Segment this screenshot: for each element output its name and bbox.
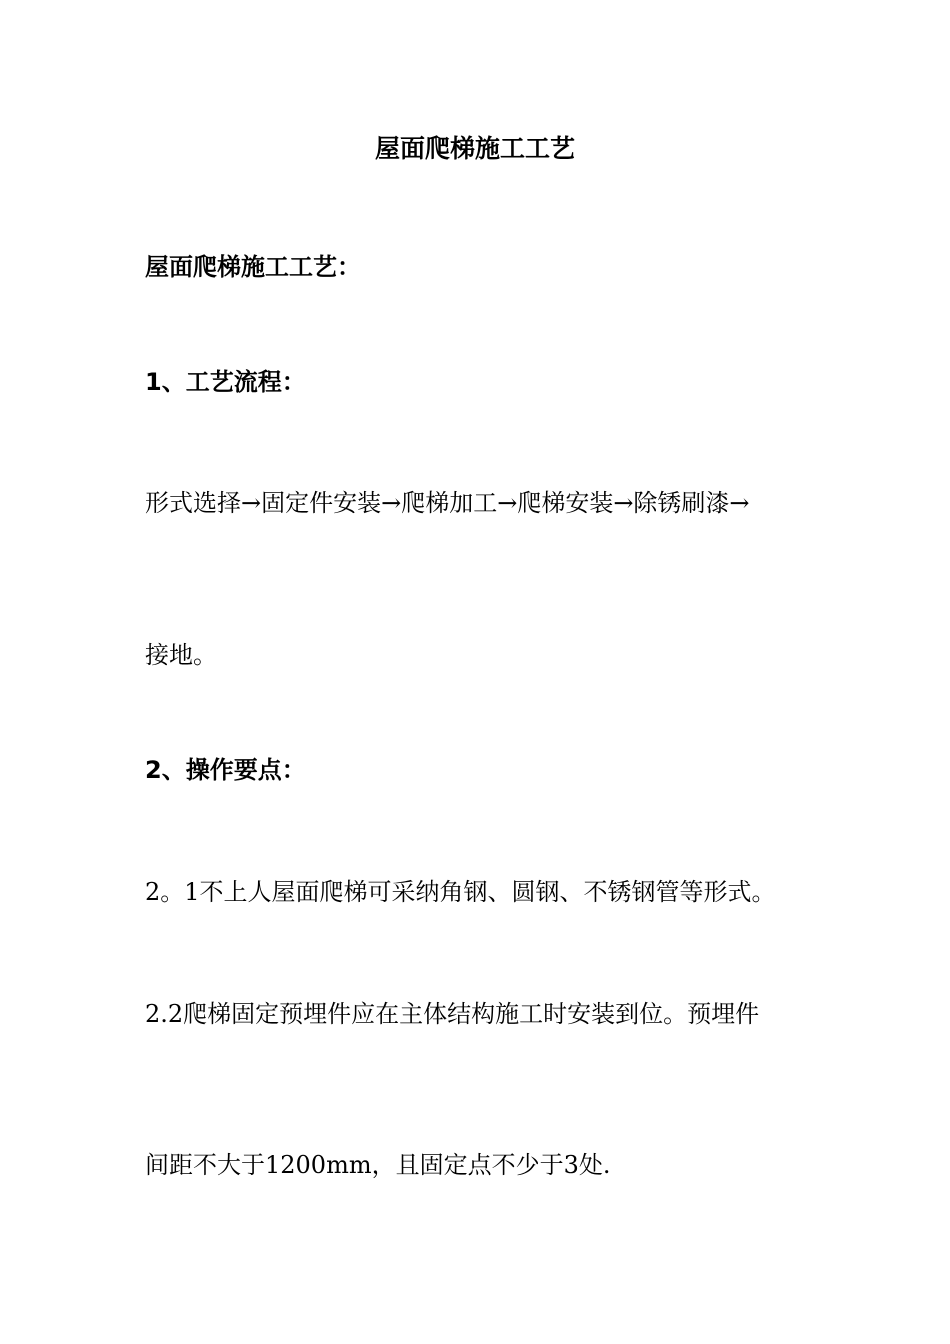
key-point-2-2-line-1: 2.2爬梯固定预埋件应在主体结构施工时安装到位。预埋件 — [145, 1000, 760, 1028]
heading-key-points: 2、操作要点： — [145, 756, 306, 784]
document-title: 屋面爬梯施工工艺 — [374, 134, 575, 163]
key-point-2-2-line-2: 间距不大于1200mm，且固定点不少于3处. — [145, 1151, 611, 1179]
process-flow-text-line-1: 形式选择→固定件安装→爬梯加工→爬梯安装→除锈刷漆→ — [145, 489, 750, 517]
section-heading: 屋面爬梯施工工艺： — [145, 253, 361, 281]
key-point-2-1: 2。1不上人屋面爬梯可采纳角钢、圆钢、不锈钢管等形式。 — [145, 878, 776, 906]
heading-process-flow: 1、工艺流程： — [145, 368, 306, 396]
process-flow-text-line-2: 接地。 — [145, 641, 217, 669]
